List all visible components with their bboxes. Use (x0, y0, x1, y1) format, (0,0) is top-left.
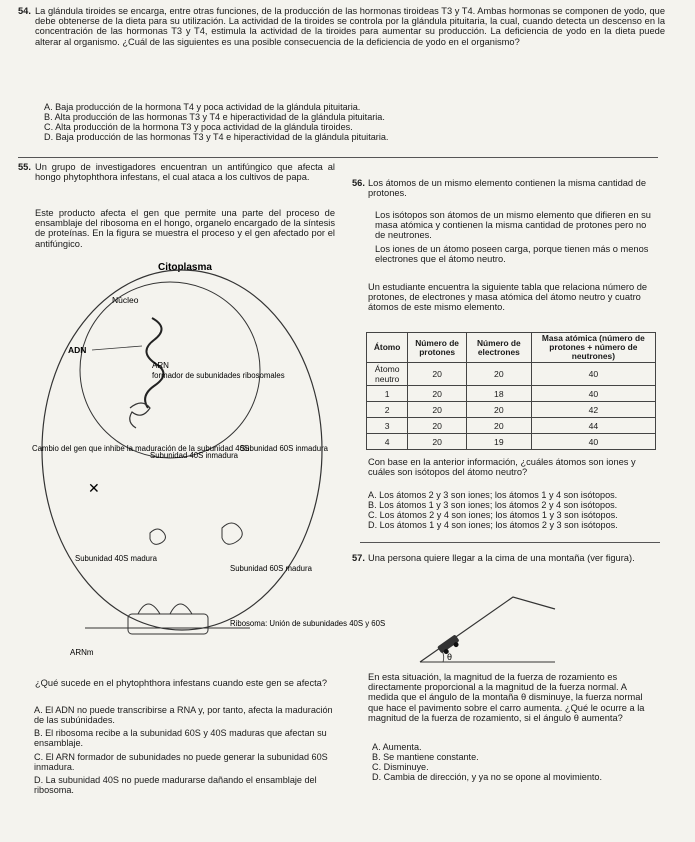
q54-number: 54. (18, 6, 31, 16)
table-cell: 20 (466, 418, 531, 434)
q57-body: En esta situación, la magnitud de la fuerza de rozamiento es directamente proporcional a la magnitud de la fuerza normal. A medida que el ángulo de la montaña θ disminuye, la fuerza normal que hace el pavimento sobre el carro aumenta. ¿Qué le ocurre a la magnitud de la fuerza de rozamiento, si el ángulo θ aumenta? (368, 672, 645, 723)
fig-sub40-mad: Subunidad 40S madura (75, 554, 157, 563)
col-protones: Número de protones (408, 333, 467, 363)
ribosome-subunits (138, 604, 192, 614)
table-row (367, 363, 656, 386)
q55-option-d[interactable]: D. La subunidad 40S no puede madurarse dañando el ensamblaje del ribosoma. (34, 775, 317, 795)
fig-adn: ADN (68, 345, 87, 355)
col-atomo: Átomo (367, 333, 408, 363)
table-cell: 42 (531, 402, 655, 418)
table-cell: 20 (466, 363, 531, 386)
table-cell: 1 (367, 386, 408, 402)
q55-question: ¿Qué sucede en el phytophthora infestans cuando este gen se afecta? (35, 678, 328, 688)
table-cell: 2 (367, 402, 408, 418)
fig-sub60-inm: Subunidad 60S inmadura (240, 444, 328, 453)
q54-option-c[interactable]: C. Alta producción de la hormona T3 y poca actividad de la glándula tiroides. (44, 122, 353, 132)
divider (360, 542, 660, 543)
fig-cambio: Cambio del gen que inhibe la maduración de la subunidad 40S (32, 444, 250, 453)
q55-number: 55. (18, 162, 31, 172)
q54-option-b[interactable]: B. Alta producción de las hormonas T3 y T4 e hiperactividad de la glándula pituitaria. (44, 112, 385, 122)
q56-intro: Los átomos de un mismo elemento contienen la misma cantidad de protones. (368, 178, 647, 199)
inhibit-icon: ✕ (88, 480, 100, 496)
q55-body: Este producto afecta el gen que permite una parte del proceso de ensamblaje del ribosoma en el hongo, organelo encargado de la síntesis de proteínas. En la figura se muestra el proceso y el gen afectado por el antifúngico. (35, 208, 335, 249)
q55-option-b[interactable]: B. El ribosoma recibe a la subunidad 60S y 40S maduras que afectan su ensamblaje. (34, 728, 327, 748)
q56-table-intro: Un estudiante encuentra la siguiente tabla que relaciona número de protones, de electrones y masa atómica del átomo neutro y cuatro átomos de este mismo elemento. (368, 282, 648, 313)
fig-title: Citoplasma (158, 262, 212, 273)
fig-formador: formador de subunidades ribosomales (152, 371, 285, 380)
table-cell: 20 (408, 363, 467, 386)
q56-bullet-iones: Los iones de un átomo poseen carga, porque tienen más o menos electrones que el átomo neutro. (375, 244, 649, 265)
table-cell: Átomo neutro (367, 363, 408, 386)
q56-option-a[interactable]: A. Los átomos 2 y 3 son iones; los átomos 1 y 4 son isótopos. (368, 490, 618, 500)
mountain-figure (415, 585, 565, 667)
nucleus (80, 282, 260, 458)
col-electrones: Número de electrones (466, 333, 531, 363)
q54-option-d[interactable]: D. Baja producción de las hormonas T3 y T4 e hiperactividad de la glándula pituitaria. (44, 132, 389, 142)
subunit-60s-shape (222, 523, 242, 544)
table-cell: 20 (408, 402, 467, 418)
q56-option-b[interactable]: B. Los átomos 1 y 3 son iones; los átomos 2 y 4 son isótopos. (368, 500, 618, 510)
table-cell: 40 (531, 434, 655, 450)
fig-nucleo: Núcleo (112, 295, 139, 305)
table-cell: 18 (466, 386, 531, 402)
theta-label: θ (447, 652, 453, 662)
table-cell: 40 (531, 386, 655, 402)
atoms-table-header (367, 333, 656, 363)
mountain-slope (420, 597, 555, 662)
q55-option-a[interactable]: A. El ADN no puede transcribirse a RNA y, por tanto, afecta la maduración de las subúnidades. (34, 705, 333, 725)
fig-arnm: ARNm (70, 648, 94, 657)
table-cell: 4 (367, 434, 408, 450)
table-row (367, 386, 656, 402)
ribosome-shape (128, 614, 208, 634)
table-cell: 3 (367, 418, 408, 434)
q56-option-d[interactable]: D. Los átomos 1 y 4 son iones; los átomos 2 y 3 son isótopos. (368, 520, 618, 530)
q56-number: 56. (352, 178, 365, 188)
divider (18, 157, 658, 158)
fig-sub40-inm: Subunidad 40S inmadura (150, 451, 238, 460)
q57-intro: Una persona quiere llegar a la cima de una montaña (ver figura). (368, 553, 635, 563)
q55-option-c[interactable]: C. El ARN formador de subunidades no puede generar la subunidad 60S inmadura. (34, 752, 328, 772)
table-cell: 44 (531, 418, 655, 434)
fig-sub60-mad: Subunidad 60S madura (230, 564, 312, 573)
adn-pointer (92, 346, 142, 350)
q57-option-c[interactable]: C. Disminuye. (372, 762, 429, 772)
q57-option-a[interactable]: A. Aumenta. (372, 742, 422, 752)
subunit-40s-shape (150, 529, 165, 544)
table-cell: 40 (531, 363, 655, 386)
q56-bullet-isotopos: Los isótopos son átomos de un mismo elemento que difieren en su masa atómica y contienen la misma cantidad de protones pero no de neutrones. (375, 210, 651, 241)
fig-arn: ARN (152, 361, 169, 370)
table-row (367, 434, 656, 450)
table-cell: 20 (408, 434, 467, 450)
table-cell: 20 (408, 418, 467, 434)
q54-option-a[interactable]: A. Baja producción de la hormona T4 y poca actividad de la glándula pituitaria. (44, 102, 361, 112)
fig-ribosoma: Ribosoma: Unión de subunidades 40S y 60S (230, 619, 386, 628)
q54-stem: La glándula tiroides se encarga, entre otras funciones, de la producción de las hormonas tiroideas T3 y T4. Ambas hormonas se componen de yodo, que debe obtenerse de la dieta para su utilización. La actividad de la tiroides se controla por la glándula pituitaria, la cual, cuando detecta un descenso en la concentración de las hormonas T3 y T4, estimula la actividad de la tiroides para aumentar su producción. La deficiencia de yodo en la dieta puede alterar al organismo. ¿Cuál de las siguientes es una posible consecuencia de la deficiencia de yodo en el organismo? (35, 6, 665, 47)
table-cell: 19 (466, 434, 531, 450)
q57-option-b[interactable]: B. Se mantiene constante. (372, 752, 479, 762)
q57-number: 57. (352, 553, 365, 563)
q55-intro: Un grupo de investigadores encuentran un antifúngico que afecta al hongo phytophthora infestans, el cual ataca a los cultivos de papa. (35, 162, 335, 183)
q56-option-c[interactable]: C. Los átomos 2 y 4 son iones; los átomos 1 y 3 son isótopos. (368, 510, 618, 520)
col-masa: Masa atómica (número de protones + número de neutrones) (531, 333, 655, 363)
atoms-table (366, 332, 656, 450)
table-cell: 20 (408, 386, 467, 402)
table-row (367, 402, 656, 418)
table-cell: 20 (466, 402, 531, 418)
table-row (367, 418, 656, 434)
q57-option-d[interactable]: D. Cambia de dirección, y ya no se opone al movimiento. (372, 772, 602, 782)
q56-question: Con base en la anterior información, ¿cuáles átomos son iones y cuáles son isótopos del átomo neutro? (368, 457, 636, 478)
